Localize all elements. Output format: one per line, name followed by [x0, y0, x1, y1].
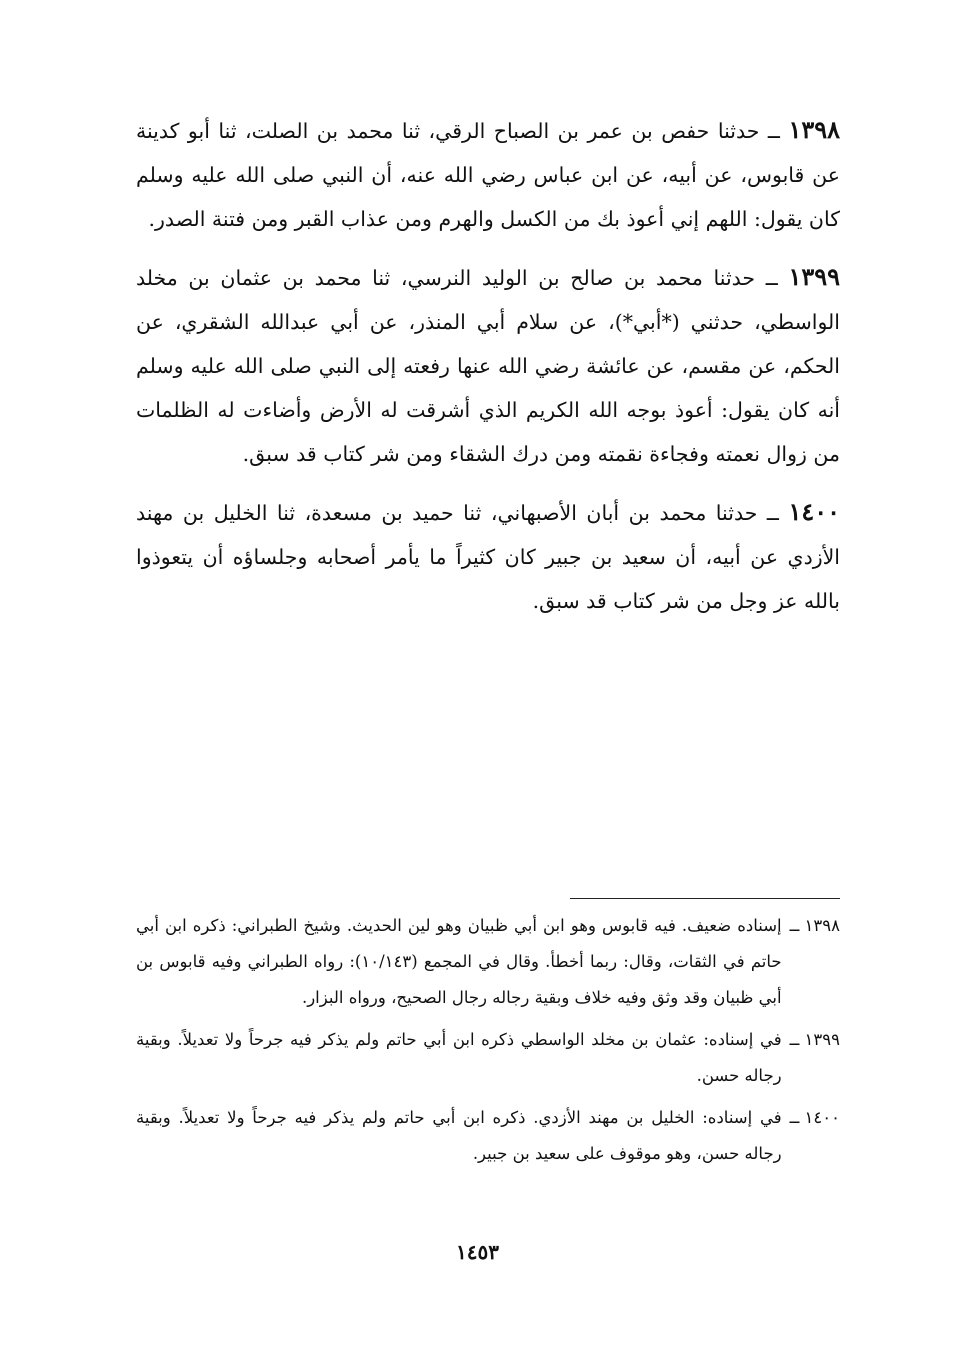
- hadith-number: ١٣٩٨: [788, 115, 840, 144]
- footnote-number: ١٣٩٩ ــ: [789, 1030, 840, 1049]
- footnote-text: إسناده ضعيف. فيه قابوس وهو ابن أبي ظبيان وهو لين الحديث. وشيخ الطبراني: ذكره ابن أبي حاتم في الثقات، وقال: ربما أخطأ. وقال في المجمع (١٠/١٤٣): رواه الطبراني وفيه قابوس بن أبي ظبيان وقد وثق وفيه خلاف وبقية رجاله رجال الصحيح، ورواه البزار.: [136, 916, 782, 1007]
- hadith-number: ١٤٠٠: [788, 497, 840, 526]
- footnote-1400: [136, 1100, 840, 1172]
- page-number: ١٤٥٣: [456, 1240, 499, 1264]
- hadith-text: ــ حدثنا محمد بن صالح بن الوليد النرسي، ثنا محمد بن عثمان بن مخلد الواسطي، حدثني (*أبي*)، عن سلام أبي المنذر، عن أبي عبدالله الشقري، عن الحكم، عن مقسم، عن عائشة رضي الله عنها رفعته إلى النبي صلى الله عليه وسلم أنه كان يقول: أعوذ بوجه الله الكريم الذي أشرقت له الأرض وأضاءت له الظلمات من زوال نعمته وفجاءة نقمته ومن درك الشقاء ومن شر كتاب قد سبق.: [136, 266, 840, 466]
- hadith-number: ١٣٩٩: [788, 262, 840, 291]
- hadith-1400: [136, 490, 840, 623]
- hadith-1399: [136, 255, 840, 476]
- main-text: [136, 108, 840, 637]
- hadith-text: ــ حدثنا حفص بن عمر بن الصباح الرقي، ثنا محمد بن الصلت، ثنا أبو كدينة عن قابوس، عن أبيه، عن ابن عباس رضي الله عنه، أن النبي صلى الله عليه وسلم كان يقول: اللهم إني أعوذ بك من الكسل والهرم ومن عذاب القبر ومن فتنة الصدر.: [136, 119, 840, 231]
- footnotes: [136, 908, 840, 1178]
- footnote-number: ١٣٩٨ ــ: [789, 916, 840, 935]
- footnote-text: في إسناده: عثمان بن مخلد الواسطي ذكره ابن أبي حاتم ولم يذكر فيه جرحاً ولا تعديلاً. وبقية رجاله حسن.: [136, 1030, 782, 1085]
- footnote-separator: [570, 898, 840, 899]
- footnote-number: ١٤٠٠ ــ: [789, 1108, 840, 1127]
- hadith-text: ــ حدثنا محمد بن أبان الأصبهاني، ثنا حميد بن مسعدة، ثنا الخليل بن مهند الأزدي عن أبيه، أن سعيد بن جبير كان كثيراً ما يأمر أصحابه وجلساؤه أن يتعوذوا بالله عز وجل من شر كتاب قد سبق.: [136, 501, 840, 613]
- hadith-1398: [136, 108, 840, 241]
- footnote-1399: [136, 1022, 840, 1094]
- footnote-1398: [136, 908, 840, 1016]
- footnote-text: في إسناده: الخليل بن مهند الأزدي. ذكره ابن أبي حاتم ولم يذكر فيه جرحاً ولا تعديلاً. وبقية رجاله حسن، وهو موقوف على سعيد بن جبير.: [136, 1108, 782, 1163]
